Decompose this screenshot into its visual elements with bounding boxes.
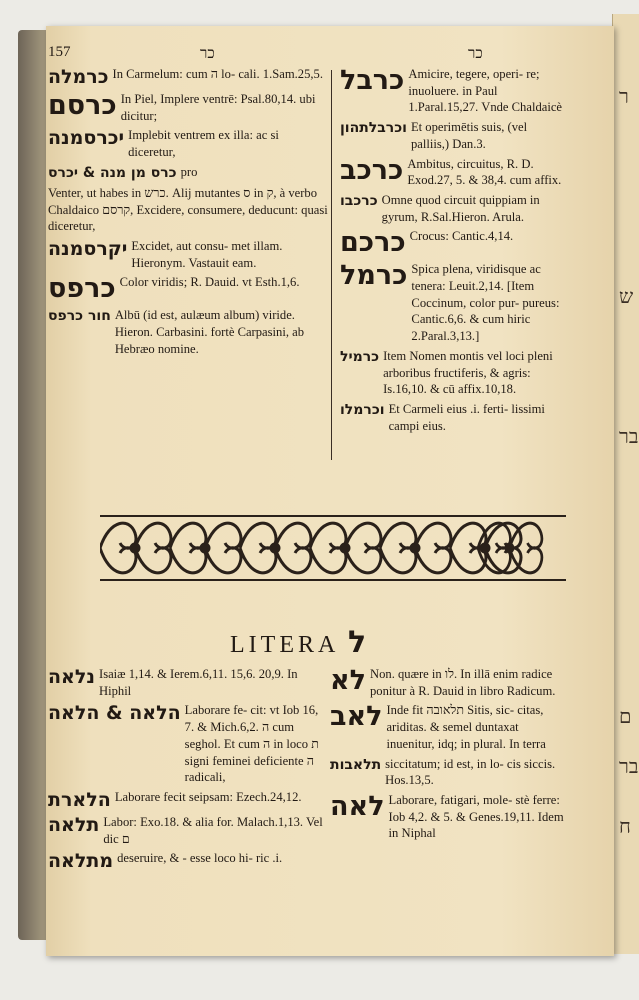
lower-right-column xyxy=(330,666,564,845)
dictionary-entry xyxy=(48,66,328,88)
dictionary-entry xyxy=(340,119,564,152)
entry-text: Spica plena, viridisque ac tenera: Leuit.2,14. [Item Coccinum, color pur- pureus: Cantic.6,6. & cum hiric 2.Paral.3,13.] xyxy=(411,262,560,344)
hebrew-headword: לא xyxy=(330,665,366,696)
entry-text: Venter, ut habes in כרש. Alij mutantes ס in ק, à verbo Chaldaico קרסם, Excidere, consumere, deducunt: quasi diceretur, xyxy=(48,185,328,234)
hebrew-headword: נלאה xyxy=(48,666,95,688)
entry-text: Et Carmeli eius .i. ferti- lissimi campi eius. xyxy=(388,401,545,433)
hebrew-headword: יכרסמנה xyxy=(48,127,125,150)
hebrew-headword: לאה xyxy=(330,790,385,822)
running-head xyxy=(0,44,639,66)
section-heading xyxy=(230,625,370,660)
entry-text: Albū (id est, aulæum album) viride. Hieron. Carbasini. fortè Carpasini, ab Hebræo nomine. xyxy=(114,308,305,356)
entry-text: Omne quod circuit quippiam in gyrum, R.Sal.Hieron. Arula. xyxy=(381,192,540,224)
dictionary-entry xyxy=(48,127,328,160)
hebrew-headword: לאב xyxy=(330,701,383,733)
hebrew-headword: כרכבו xyxy=(340,192,378,209)
hebrew-headword: כרמל xyxy=(340,260,408,292)
dictionary-entry xyxy=(48,702,328,786)
hebrew-headword: כרכם xyxy=(340,227,406,259)
lower-left-column xyxy=(48,666,328,875)
hebrew-headword: תלאבות xyxy=(330,756,382,773)
ornamental-band xyxy=(100,513,566,583)
adjacent-page-glyph: ם xyxy=(619,704,632,728)
entry-text: Laborare fe- cit: vt Iob 16, 7. & Mich.6,2. ה cum seghol. Et cum ה in loco ת signi feminei deficiente ה radicali, xyxy=(184,703,319,785)
hebrew-headword: כרמיל xyxy=(340,348,380,365)
entry-text: Implebit ventrem ex illa: ac si diceretur, xyxy=(128,128,279,160)
entry-text: Labor: Exo.18. & alia for. Malach.1,13. Vel dic ם xyxy=(103,814,323,846)
dictionary-entry xyxy=(340,261,564,345)
dictionary-entry xyxy=(48,666,328,699)
hebrew-headword: יקרסמנה xyxy=(48,237,128,260)
page-number: 157 xyxy=(48,44,71,60)
entry-text: Item Nomen montis vel loci pleni arboribus fructiferis, & agris: Is.16,10. & cū affix.10,18. xyxy=(383,348,553,397)
dictionary-entry xyxy=(48,850,328,872)
section-heading-letter: ל xyxy=(348,625,371,660)
entry-text: Isaiæ 1,14. & Ierem.6,11. 15,6. 20,9. In Hiphil xyxy=(99,667,298,698)
hebrew-headword: תלאה xyxy=(48,813,100,836)
adjacent-page-glyph: בר xyxy=(619,754,639,778)
entry-text: Et operimētis suis, (vel palliis,) Dan.3. xyxy=(410,120,528,151)
hebrew-headword: וכרבלתהון xyxy=(340,120,407,137)
hebrew-headword: וכרמלו xyxy=(340,401,385,418)
dictionary-entry xyxy=(330,792,564,842)
running-head-left: כר xyxy=(200,44,215,62)
adjacent-page-glyph: בר xyxy=(619,424,639,448)
entry-text: siccitatum; id est, in lo- cis siccis. Hos.13,5. xyxy=(385,756,556,788)
dictionary-entry xyxy=(340,228,564,258)
adjacent-page-glyph: ח xyxy=(619,814,631,838)
dictionary-entry xyxy=(340,66,564,116)
hebrew-headword: הלארת xyxy=(48,788,111,811)
entry-text: Ambitus, circuitus, R. D. Exod.27, 5. & 38,4. cum affix. xyxy=(407,156,562,188)
entry-text: Non. quære in לו. In illā enim radice ponitur à R. Dauid in libro Radicum. xyxy=(370,667,556,698)
entry-text: In Carmelum: cum ה lo- cali. 1.Sam.25,5. xyxy=(112,67,323,81)
hebrew-headword: הלאה & הלאה xyxy=(48,702,181,725)
entry-text: Color viridis; R. Dauid. vt Esth.1,6. xyxy=(119,275,300,290)
entry-text: Crocus: Cantic.4,14. xyxy=(409,229,514,244)
dictionary-entry xyxy=(340,401,564,434)
dictionary-entry xyxy=(48,91,328,124)
dictionary-entry xyxy=(48,814,328,847)
entry-text: Laborare, fatigari, mole- stè ferre: Iob 4,2. & 5. & Genes.19,11. Idem in Niphal xyxy=(388,792,564,841)
hebrew-headword: כרמלה xyxy=(48,66,109,88)
dictionary-entry xyxy=(48,274,328,304)
right-column xyxy=(340,66,564,437)
dictionary-entry xyxy=(330,702,564,752)
adjacent-page-glyph: ר xyxy=(619,84,629,108)
dictionary-entry xyxy=(48,789,328,811)
hebrew-headword: כרבל xyxy=(340,65,405,96)
dictionary-entry xyxy=(330,756,564,789)
hebrew-headword: כרכב xyxy=(340,154,404,186)
hebrew-headword: כרס מן מנה & יכרס xyxy=(48,164,177,181)
column-rule xyxy=(331,70,332,460)
dictionary-entry xyxy=(48,164,328,182)
hebrew-headword: כרסם xyxy=(48,90,117,121)
hebrew-headword: חור כרפס xyxy=(48,308,111,325)
hebrew-headword: כרפס xyxy=(48,273,116,305)
entry-text: pro xyxy=(180,164,198,179)
entry-text: Laborare fecit seipsam: Ezech.24,12. xyxy=(114,789,302,804)
dictionary-entry xyxy=(340,348,564,398)
dictionary-entry xyxy=(48,307,328,357)
entry-text: Excidet, aut consu- met illam. Hieronym. Vastauit eam. xyxy=(131,238,283,270)
dictionary-entry xyxy=(340,192,564,225)
adjacent-page-glyph: ש xyxy=(619,284,634,308)
entry-text: Amicire, tegere, operi- re; inuoluere. in Paul 1.Paral.15,27. Vnde Chaldaicè xyxy=(408,67,563,115)
entry-text: In Piel, Implere ventrē: Psal.80,14. ubi dicitur; xyxy=(120,92,316,123)
dictionary-entry xyxy=(48,238,328,271)
dictionary-entry xyxy=(340,156,564,189)
entry-text: deseruire, & - esse loco hi- ric .i. xyxy=(117,851,283,866)
hebrew-headword: מתלאה xyxy=(48,850,114,873)
dictionary-entry xyxy=(330,666,564,699)
adjacent-page-edge xyxy=(612,14,639,954)
running-head-right: כר xyxy=(468,44,483,62)
section-heading-text: LITERA xyxy=(230,632,338,658)
entry-text: Inde fit תלאובה Sitis, sic- citas, ariditas. & semel duntaxat inuenitur, idq; in plural. In terra xyxy=(386,703,546,751)
left-column xyxy=(48,66,328,360)
